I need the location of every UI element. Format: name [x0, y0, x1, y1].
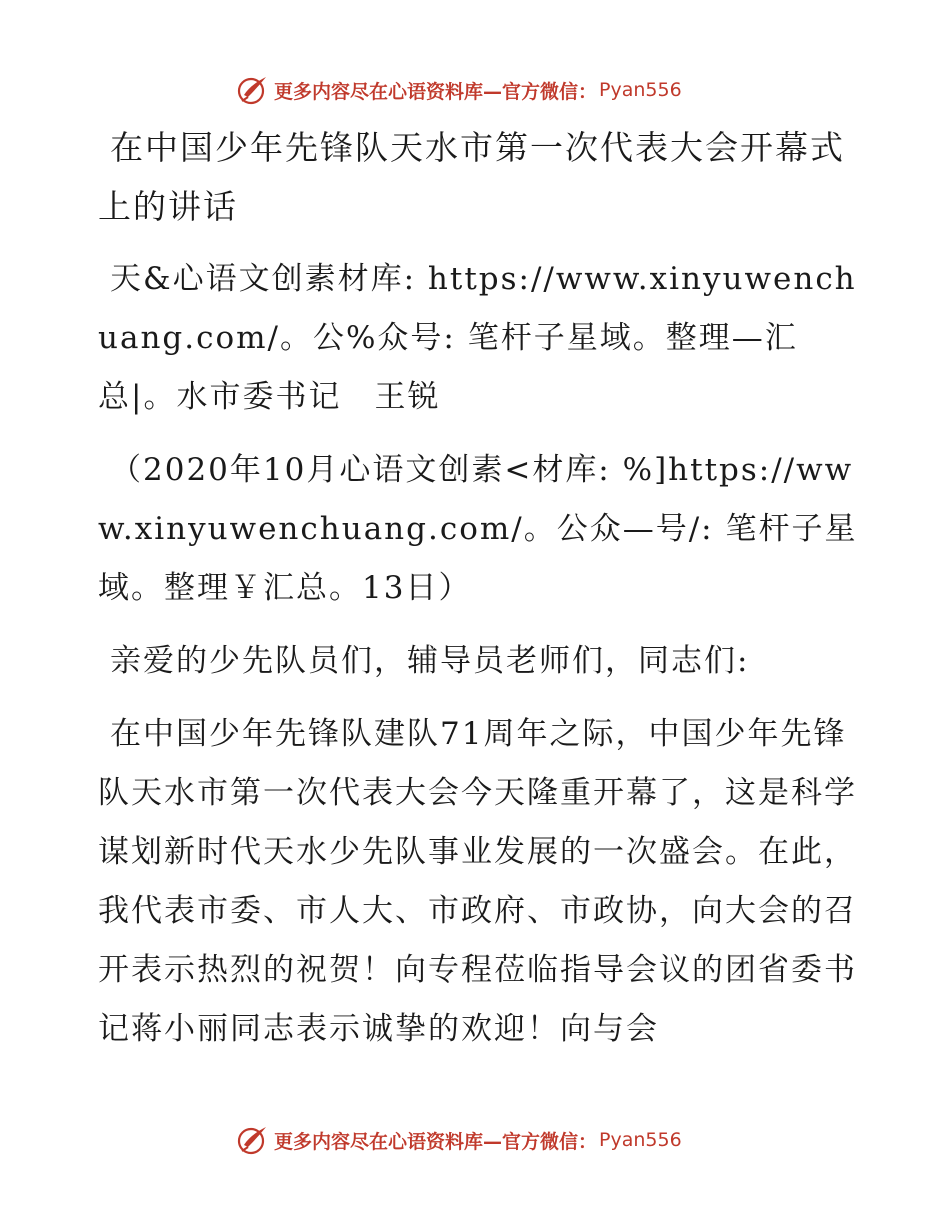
body-paragraph: 在中国少年先锋队建队71周年之际，中国少年先锋队天水市第一次代表大会今天隆重开幕了，这是科学谋划新时代天水少先队事业发展的一次盛会。在此，我代表市委、市人大、市政府、市政协，向大会的召开表示热烈的祝贺！向专程莅临指导会议的团省委书记蒋小丽同志表示诚挚的欢迎！向与会 — [98, 716, 857, 1047]
document-title: 在中国少年先锋队天水市第一次代表大会开幕式上的讲话 — [98, 128, 845, 226]
salutation: 亲爱的少先队员们，辅导员老师们，同志们: — [110, 643, 750, 679]
header-watermark — [236, 72, 682, 108]
quill-pen-icon — [236, 73, 270, 107]
author-line: 天&心语文创素材库: https://www.xinyuwenchuang.com/。公%众号: 笔杆子星域。整理—汇总|。水市委书记 王锐 — [98, 261, 857, 415]
quill-pen-icon — [236, 1123, 270, 1157]
watermark-text: 更多内容尽在心语资料库—官方微信： — [274, 80, 598, 103]
watermark-wechat-id: Pyan556 — [599, 1129, 682, 1151]
footer-watermark — [236, 1122, 682, 1158]
watermark-text: 更多内容尽在心语资料库—官方微信： — [274, 1130, 598, 1153]
watermark-wechat-id: Pyan556 — [599, 79, 682, 101]
date-line: （2020年10月心语文创素<材库: %]https://www.xinyuwenchuang.com/。公众—号/: 笔杆子星域。整理￥汇总。13日） — [98, 452, 858, 606]
document-body — [98, 118, 858, 1073]
